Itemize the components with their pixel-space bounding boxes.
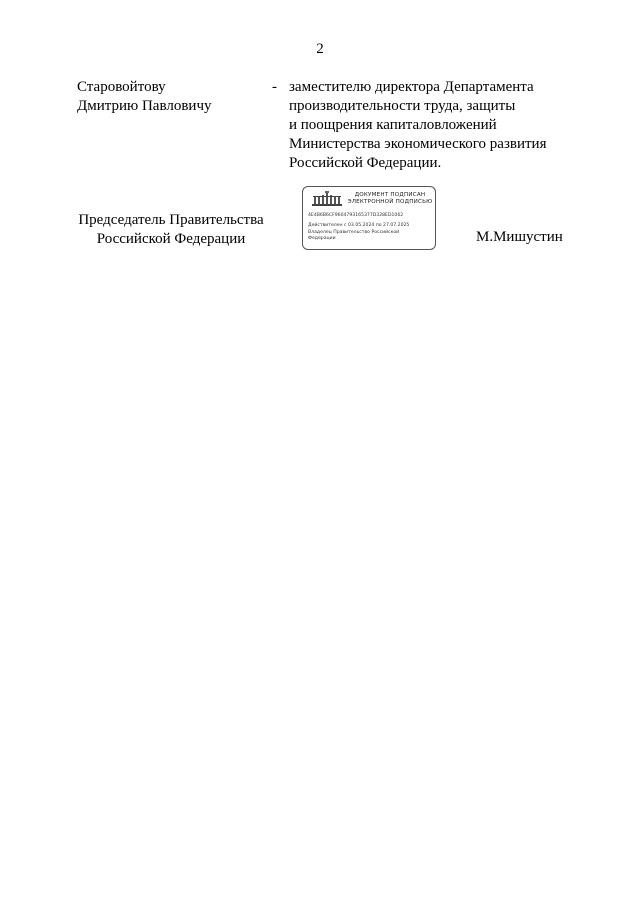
signer-title	[66, 211, 276, 249]
position-line: производительности труда, защиты	[289, 98, 516, 114]
assignee-position	[289, 78, 589, 173]
position-line: и поощрения капиталовложений	[289, 117, 497, 133]
assignee-name	[77, 78, 212, 116]
stamp-owner: Федерации	[308, 236, 336, 241]
building-emblem-icon	[311, 191, 343, 207]
stamp-owner: Владелец Правительство Российской	[308, 230, 400, 235]
stamp-certificate: 4E4B6B6CF9604793165377D328ED1062	[308, 213, 404, 218]
assignee-dash: -	[272, 79, 277, 95]
assignee-surname: Старовойтову	[77, 79, 166, 95]
stamp-heading-line: ЭЛЕКТРОННОЙ ПОДПИСЬЮ	[347, 199, 433, 205]
stamp-heading-line: ДОКУМЕНТ ПОДПИСАН	[354, 192, 426, 198]
assignee-given-names: Дмитрию Павловичу	[77, 98, 212, 114]
page-number: 2	[316, 41, 324, 57]
stamp-heading	[345, 192, 435, 206]
position-line: заместителю директора Департамента	[289, 79, 534, 95]
electronic-signature-stamp	[302, 186, 436, 250]
stamp-validity: Действителен с 03.05.2024 по 27.07.2025	[308, 223, 410, 228]
signer-title-line: Российской Федерации	[96, 231, 246, 247]
position-line: Министерства экономического развития	[289, 136, 547, 152]
signer-name: М.Мишустин	[476, 229, 563, 245]
signer-title-line: Председатель Правительства	[78, 212, 264, 228]
position-line: Российской Федерации.	[289, 155, 442, 171]
